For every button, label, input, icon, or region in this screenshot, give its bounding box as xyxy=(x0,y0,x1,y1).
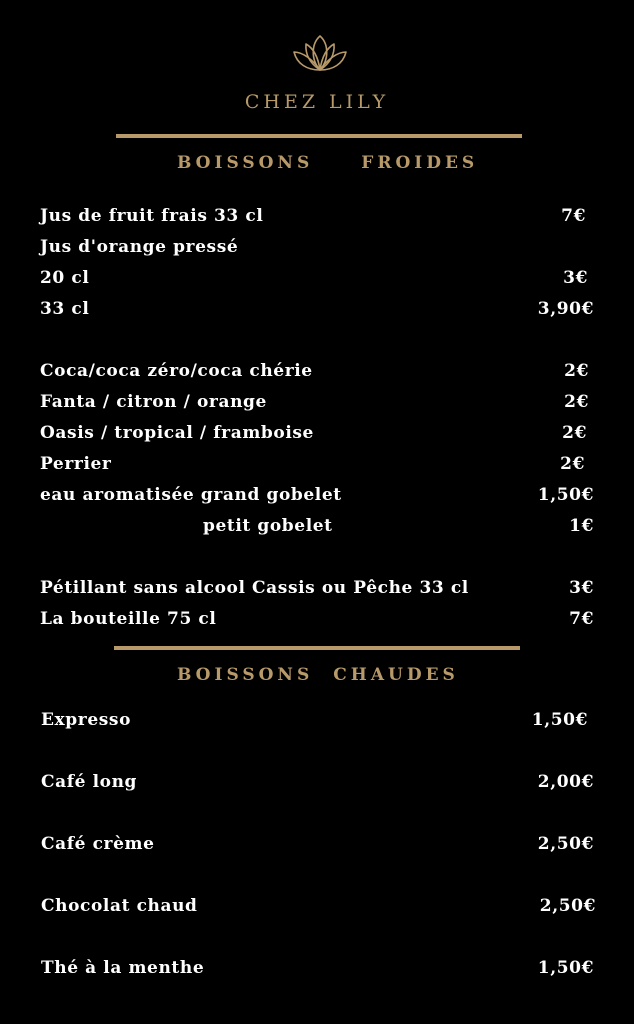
item-label: La bouteille 75 cl xyxy=(40,609,217,629)
item-label: Coca/coca zéro/coca chérie xyxy=(40,361,313,381)
item-price: 1,50€ xyxy=(537,958,594,978)
menu-item xyxy=(0,958,634,982)
item-price: 2€ xyxy=(564,392,589,412)
item-label: Jus de fruit frais 33 cl xyxy=(40,206,264,226)
brand-name: CHEZ LILY xyxy=(244,91,390,113)
item-label: Expresso xyxy=(41,710,132,730)
item-price: 2€ xyxy=(562,423,587,443)
item-price: 1,50€ xyxy=(537,485,594,505)
item-label: Café crème xyxy=(41,834,155,854)
item-label: Pétillant sans alcool Cassis ou Pêche 33 cl xyxy=(40,578,469,598)
item-label: eau aromatisée grand gobelet xyxy=(40,485,342,505)
item-price: 3€ xyxy=(569,578,594,598)
menu-item xyxy=(0,578,634,602)
item-label: Thé à la menthe xyxy=(41,958,205,978)
item-label: Jus d'orange pressé xyxy=(40,237,239,257)
menu-item xyxy=(0,454,634,478)
cold-heading-right: FROIDES xyxy=(361,153,479,173)
menu-item xyxy=(0,361,634,385)
item-label: 20 cl xyxy=(40,268,90,288)
cold-drinks-heading xyxy=(177,153,478,173)
item-price: 2,50€ xyxy=(539,896,596,916)
menu-item xyxy=(0,609,634,633)
menu-item xyxy=(0,392,634,416)
menu-item xyxy=(0,772,634,796)
hot-heading-left: BOISSONS xyxy=(177,665,314,685)
item-label: Perrier xyxy=(40,454,112,474)
item-price: 2€ xyxy=(560,454,585,474)
menu-item xyxy=(0,299,634,323)
divider-middle xyxy=(114,646,520,650)
item-label: Chocolat chaud xyxy=(41,896,198,916)
menu-item xyxy=(0,896,634,920)
item-price: 3,90€ xyxy=(537,299,594,319)
divider-top xyxy=(116,134,522,138)
menu-item xyxy=(0,485,634,509)
menu-item xyxy=(0,423,634,447)
menu-item xyxy=(0,268,634,292)
item-price: 3€ xyxy=(563,268,588,288)
item-price: 2,00€ xyxy=(537,772,594,792)
hot-heading-right: CHAUDES xyxy=(333,665,459,685)
menu-item xyxy=(0,237,634,261)
cold-heading-left: BOISSONS xyxy=(177,153,314,173)
item-label: Café long xyxy=(41,772,138,792)
item-price: 7€ xyxy=(561,206,586,226)
menu-item xyxy=(0,206,634,230)
item-label: petit gobelet xyxy=(203,516,333,536)
item-price: 2,50€ xyxy=(537,834,594,854)
item-price: 1,50€ xyxy=(531,710,588,730)
hot-drinks-heading xyxy=(177,665,459,685)
menu-item xyxy=(0,710,634,734)
item-label: 33 cl xyxy=(40,299,90,319)
item-price: 1€ xyxy=(569,516,594,536)
item-label: Oasis / tropical / framboise xyxy=(40,423,314,443)
menu-item xyxy=(0,834,634,858)
item-label: Fanta / citron / orange xyxy=(40,392,267,412)
lotus-icon xyxy=(291,32,349,74)
item-price: 7€ xyxy=(569,609,594,629)
menu-item xyxy=(0,516,634,540)
item-price: 2€ xyxy=(564,361,589,381)
